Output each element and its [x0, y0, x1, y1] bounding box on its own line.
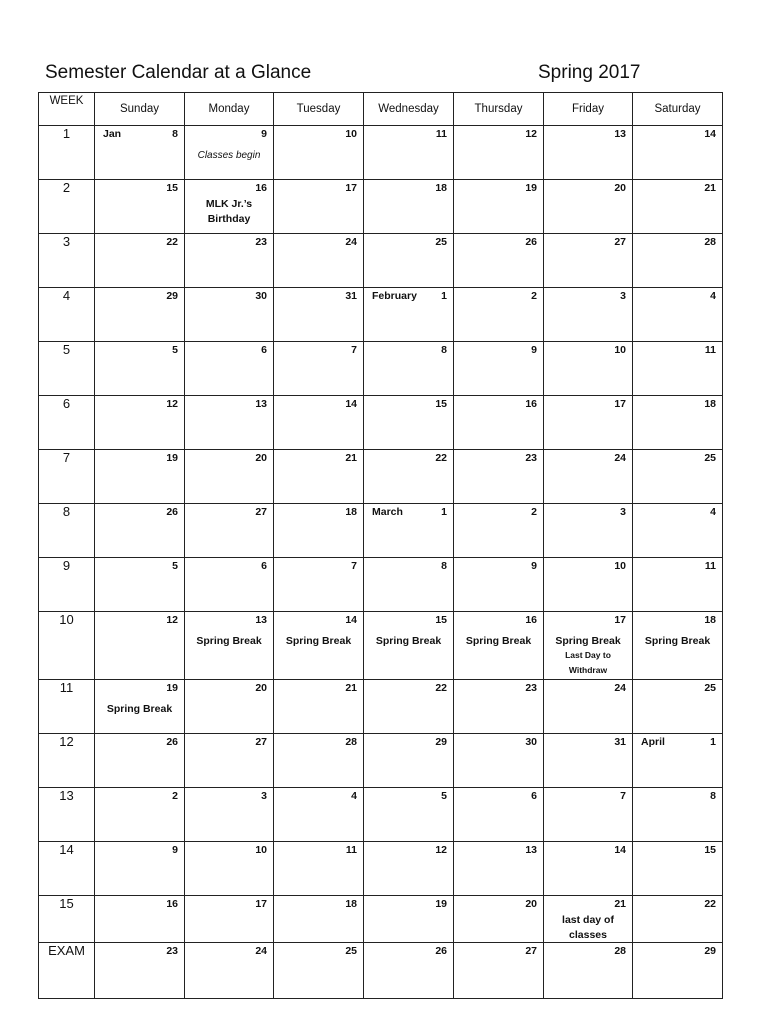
- day-cell: [185, 504, 274, 558]
- month-label: Jan: [103, 128, 122, 140]
- day-cell: [95, 734, 185, 788]
- day-number: 2: [531, 506, 537, 518]
- day-number: 18: [435, 182, 447, 194]
- day-cell: [95, 288, 185, 342]
- day-cell: [633, 234, 723, 288]
- day-number: 15: [435, 398, 447, 410]
- day-number: 7: [351, 344, 357, 356]
- day-cell: [274, 896, 364, 943]
- day-cell: [364, 504, 454, 558]
- day-number: 27: [525, 945, 537, 957]
- week-row: [39, 680, 723, 734]
- month-label: March: [372, 506, 403, 518]
- week-row: [39, 558, 723, 612]
- day-number: 18: [704, 398, 716, 410]
- week-row: [39, 943, 723, 999]
- semester-calendar-table: [38, 92, 723, 999]
- day-cell: [633, 126, 723, 180]
- day-number: 17: [345, 182, 357, 194]
- day-number: 16: [255, 182, 267, 194]
- day-cell: [364, 126, 454, 180]
- day-cell: [274, 943, 364, 999]
- day-cell: [364, 450, 454, 504]
- day-number: 19: [166, 682, 178, 694]
- day-cell: [274, 450, 364, 504]
- day-number: 24: [345, 236, 357, 248]
- week-number: 1: [39, 126, 95, 180]
- day-cell: [274, 842, 364, 896]
- day-number: 17: [614, 614, 626, 626]
- day-cell: [633, 450, 723, 504]
- day-number: 23: [525, 452, 537, 464]
- day-number: 24: [614, 452, 626, 464]
- day-number: 13: [255, 398, 267, 410]
- day-cell: [95, 943, 185, 999]
- day-cell: [274, 734, 364, 788]
- day-number: 2: [172, 790, 178, 802]
- page-title: Semester Calendar at a Glance: [45, 62, 312, 83]
- day-number: 14: [345, 398, 357, 410]
- day-cell: [364, 612, 454, 680]
- week-number: 11: [39, 680, 95, 734]
- week-number: EXAM: [39, 943, 95, 999]
- day-number: 8: [441, 560, 447, 572]
- day-cell: [544, 288, 633, 342]
- column-header-wednesday: Wednesday: [364, 93, 454, 126]
- month-label: April: [641, 736, 665, 748]
- day-cell: [364, 396, 454, 450]
- week-row: [39, 788, 723, 842]
- day-cell: [633, 896, 723, 943]
- day-cell: [544, 342, 633, 396]
- day-cell: [364, 842, 454, 896]
- week-number: 2: [39, 180, 95, 234]
- day-cell: [95, 680, 185, 734]
- week-number: 3: [39, 234, 95, 288]
- week-number: 14: [39, 842, 95, 896]
- column-header-sunday: Sunday: [95, 93, 185, 126]
- week-number: 12: [39, 734, 95, 788]
- day-number: 11: [435, 128, 447, 140]
- day-cell: [454, 450, 544, 504]
- day-number: 29: [704, 945, 716, 957]
- week-row: [39, 896, 723, 943]
- day-number: 27: [255, 506, 267, 518]
- day-cell: [274, 504, 364, 558]
- day-number: 6: [261, 560, 267, 572]
- day-cell: [185, 680, 274, 734]
- week-row: [39, 396, 723, 450]
- day-number: 19: [435, 898, 447, 910]
- column-header-monday: Monday: [185, 93, 274, 126]
- header-row: [39, 93, 723, 126]
- day-cell: [185, 734, 274, 788]
- calendar-event: Spring Break: [196, 635, 262, 647]
- day-number: 1: [441, 290, 447, 302]
- day-number: 1: [710, 736, 716, 748]
- day-cell: [185, 180, 274, 234]
- week-number: 7: [39, 450, 95, 504]
- column-header-saturday: Saturday: [633, 93, 723, 126]
- week-row: [39, 612, 723, 680]
- week-number: 6: [39, 396, 95, 450]
- week-number: 13: [39, 788, 95, 842]
- day-number: 30: [255, 290, 267, 302]
- day-cell: [544, 558, 633, 612]
- day-number: 16: [525, 614, 537, 626]
- column-header-tuesday: Tuesday: [274, 93, 364, 126]
- day-cell: [364, 558, 454, 612]
- day-cell: [633, 288, 723, 342]
- day-cell: [185, 126, 274, 180]
- day-cell: [95, 180, 185, 234]
- day-number: 1: [441, 506, 447, 518]
- day-cell: [633, 504, 723, 558]
- day-cell: [454, 504, 544, 558]
- day-cell: [185, 788, 274, 842]
- day-cell: [454, 612, 544, 680]
- day-number: 9: [172, 844, 178, 856]
- day-cell: [633, 734, 723, 788]
- day-number: 11: [704, 560, 716, 572]
- month-label: February: [372, 290, 417, 302]
- day-cell: [95, 234, 185, 288]
- day-number: 25: [345, 945, 357, 957]
- day-cell: [364, 943, 454, 999]
- day-number: 3: [620, 506, 626, 518]
- day-number: 7: [620, 790, 626, 802]
- day-number: 8: [441, 344, 447, 356]
- day-number: 23: [255, 236, 267, 248]
- day-number: 22: [704, 898, 716, 910]
- day-number: 15: [166, 182, 178, 194]
- calendar-event: Spring Break: [285, 635, 352, 647]
- calendar-header: [45, 62, 665, 90]
- day-cell: [454, 680, 544, 734]
- day-cell: [544, 396, 633, 450]
- day-number: 8: [172, 128, 178, 140]
- day-cell: [95, 842, 185, 896]
- day-number: 13: [255, 614, 267, 626]
- day-number: 18: [345, 506, 357, 518]
- week-row: [39, 504, 723, 558]
- day-cell: [633, 558, 723, 612]
- calendar-event: Spring Break: [644, 635, 711, 647]
- day-number: 19: [166, 452, 178, 464]
- week-number: 15: [39, 896, 95, 943]
- day-cell: [95, 342, 185, 396]
- day-cell: [274, 342, 364, 396]
- day-cell: [185, 234, 274, 288]
- day-cell: [364, 896, 454, 943]
- day-number: 7: [351, 560, 357, 572]
- column-header-week: WEEK: [39, 93, 95, 126]
- week-row: [39, 234, 723, 288]
- day-cell: [454, 342, 544, 396]
- day-number: 20: [525, 898, 537, 910]
- day-cell: [544, 734, 633, 788]
- week-row: [39, 842, 723, 896]
- day-number: 31: [614, 736, 626, 748]
- day-number: 12: [525, 128, 537, 140]
- day-cell: [95, 558, 185, 612]
- day-cell: [633, 943, 723, 999]
- day-cell: [544, 612, 633, 680]
- day-number: 22: [166, 236, 178, 248]
- day-cell: [454, 842, 544, 896]
- day-cell: [274, 126, 364, 180]
- day-cell: [185, 943, 274, 999]
- day-cell: [274, 396, 364, 450]
- day-cell: [364, 180, 454, 234]
- day-number: 11: [704, 344, 716, 356]
- day-number: 26: [435, 945, 447, 957]
- calendar-body: [39, 126, 723, 999]
- day-number: 24: [255, 945, 267, 957]
- day-cell: [454, 558, 544, 612]
- day-number: 10: [255, 844, 267, 856]
- day-number: 12: [435, 844, 447, 856]
- day-number: 14: [704, 128, 716, 140]
- day-number: 29: [435, 736, 447, 748]
- day-cell: [544, 126, 633, 180]
- day-cell: [364, 234, 454, 288]
- day-number: 14: [345, 614, 357, 626]
- day-number: 21: [704, 182, 716, 194]
- day-number: 26: [525, 236, 537, 248]
- day-cell: [185, 842, 274, 896]
- day-number: 15: [435, 614, 447, 626]
- day-cell: [454, 288, 544, 342]
- term-label: Spring 2017: [538, 62, 641, 83]
- day-number: 22: [435, 452, 447, 464]
- day-number: 21: [345, 452, 357, 464]
- week-row: [39, 342, 723, 396]
- week-row: [39, 180, 723, 234]
- day-number: 31: [345, 290, 357, 302]
- day-number: 30: [525, 736, 537, 748]
- day-cell: [185, 342, 274, 396]
- day-cell: [95, 504, 185, 558]
- day-number: 22: [435, 682, 447, 694]
- day-cell: [454, 896, 544, 943]
- calendar-event: MLK Jr.’s: [205, 198, 253, 210]
- day-number: 19: [525, 182, 537, 194]
- day-number: 24: [614, 682, 626, 694]
- day-number: 4: [351, 790, 357, 802]
- day-number: 23: [166, 945, 178, 957]
- day-cell: [185, 396, 274, 450]
- calendar-event: Spring Break: [465, 635, 532, 647]
- day-number: 18: [704, 614, 716, 626]
- day-cell: [95, 612, 185, 680]
- day-cell: [185, 612, 274, 680]
- day-cell: [454, 943, 544, 999]
- day-number: 5: [441, 790, 447, 802]
- day-number: 15: [704, 844, 716, 856]
- day-cell: [274, 180, 364, 234]
- day-number: 5: [172, 560, 178, 572]
- week-number: 5: [39, 342, 95, 396]
- day-cell: [633, 612, 723, 680]
- day-number: 28: [345, 736, 357, 748]
- day-number: 29: [166, 290, 178, 302]
- day-number: 25: [704, 682, 716, 694]
- day-cell: [633, 680, 723, 734]
- day-cell: [185, 288, 274, 342]
- day-number: 27: [255, 736, 267, 748]
- calendar-event: Classes begin: [197, 150, 261, 161]
- day-cell: [454, 396, 544, 450]
- day-number: 10: [345, 128, 357, 140]
- day-number: 4: [710, 506, 716, 518]
- day-cell: [544, 180, 633, 234]
- day-number: 21: [614, 898, 626, 910]
- week-row: [39, 734, 723, 788]
- day-number: 4: [710, 290, 716, 302]
- day-number: 13: [614, 128, 626, 140]
- day-number: 5: [172, 344, 178, 356]
- day-number: 21: [345, 682, 357, 694]
- day-number: 26: [166, 736, 178, 748]
- week-number: 9: [39, 558, 95, 612]
- day-number: 11: [345, 844, 357, 856]
- day-number: 20: [255, 682, 267, 694]
- day-cell: [274, 234, 364, 288]
- day-cell: [185, 450, 274, 504]
- day-cell: [454, 734, 544, 788]
- day-cell: [544, 234, 633, 288]
- day-number: 9: [531, 560, 537, 572]
- day-cell: [274, 788, 364, 842]
- day-cell: [633, 180, 723, 234]
- day-cell: [364, 288, 454, 342]
- day-cell: [274, 558, 364, 612]
- day-cell: [633, 396, 723, 450]
- day-number: 6: [261, 344, 267, 356]
- day-cell: [364, 342, 454, 396]
- day-number: 25: [435, 236, 447, 248]
- week-row: [39, 288, 723, 342]
- calendar-event: Spring Break: [106, 703, 173, 715]
- day-number: 20: [614, 182, 626, 194]
- day-number: 20: [255, 452, 267, 464]
- day-number: 16: [525, 398, 537, 410]
- day-cell: [454, 234, 544, 288]
- day-cell: [544, 680, 633, 734]
- calendar-event: last day of: [562, 914, 614, 926]
- day-cell: [95, 396, 185, 450]
- day-number: 23: [525, 682, 537, 694]
- calendar-event: Spring Break: [555, 635, 621, 647]
- day-cell: [544, 943, 633, 999]
- day-cell: [274, 680, 364, 734]
- calendar-event: Birthday: [207, 213, 251, 225]
- day-cell: [364, 680, 454, 734]
- week-number: 8: [39, 504, 95, 558]
- day-cell: [454, 180, 544, 234]
- week-number: 4: [39, 288, 95, 342]
- day-cell: [454, 788, 544, 842]
- day-number: 14: [614, 844, 626, 856]
- column-header-friday: Friday: [544, 93, 633, 126]
- day-cell: [633, 342, 723, 396]
- day-cell: [633, 788, 723, 842]
- day-cell: [544, 450, 633, 504]
- day-number: 26: [166, 506, 178, 518]
- day-number: 9: [261, 128, 267, 140]
- day-cell: [633, 842, 723, 896]
- day-cell: [274, 288, 364, 342]
- day-number: 6: [531, 790, 537, 802]
- day-number: 28: [614, 945, 626, 957]
- day-number: 17: [255, 898, 267, 910]
- day-number: 3: [261, 790, 267, 802]
- day-number: 10: [614, 560, 626, 572]
- day-number: 28: [704, 236, 716, 248]
- column-header-thursday: Thursday: [454, 93, 544, 126]
- day-number: 12: [166, 398, 178, 410]
- day-number: 16: [166, 898, 178, 910]
- week-row: [39, 450, 723, 504]
- day-cell: [544, 842, 633, 896]
- day-cell: [185, 558, 274, 612]
- calendar-event: Last Day to: [565, 650, 611, 660]
- day-cell: [544, 788, 633, 842]
- calendar-event: Spring Break: [375, 635, 442, 647]
- day-cell: [274, 612, 364, 680]
- day-cell: [95, 788, 185, 842]
- week-number: 10: [39, 612, 95, 680]
- day-cell: [364, 734, 454, 788]
- day-number: 17: [614, 398, 626, 410]
- day-number: 3: [620, 290, 626, 302]
- day-number: 12: [166, 614, 178, 626]
- day-number: 9: [531, 344, 537, 356]
- day-cell: [544, 504, 633, 558]
- calendar-event: classes: [569, 929, 607, 941]
- day-cell: [95, 896, 185, 943]
- week-row: [39, 126, 723, 180]
- day-cell: [95, 450, 185, 504]
- day-number: 13: [525, 844, 537, 856]
- day-number: 10: [614, 344, 626, 356]
- day-cell: [544, 896, 633, 943]
- day-cell: [454, 126, 544, 180]
- day-number: 27: [614, 236, 626, 248]
- day-cell: [364, 788, 454, 842]
- day-cell: [185, 896, 274, 943]
- day-number: 18: [345, 898, 357, 910]
- day-number: 25: [704, 452, 716, 464]
- day-number: 8: [710, 790, 716, 802]
- day-number: 2: [531, 290, 537, 302]
- calendar-event: Withdraw: [568, 665, 608, 675]
- day-cell: [95, 126, 185, 180]
